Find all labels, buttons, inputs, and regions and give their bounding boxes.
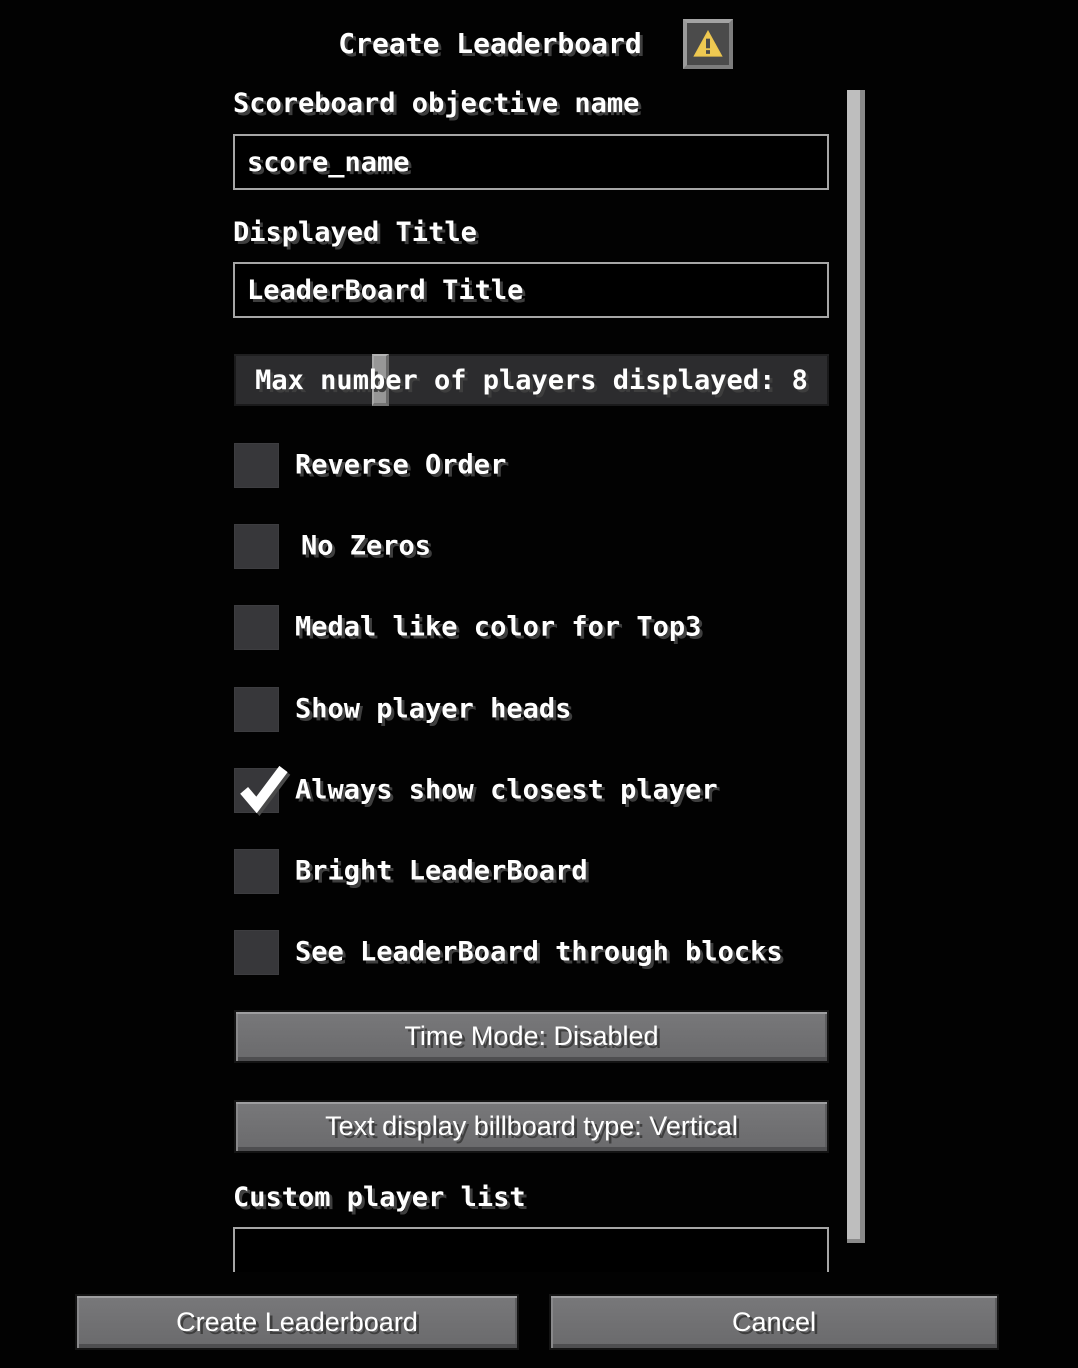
- scrollbar-thumb[interactable]: [847, 90, 865, 1243]
- objective-name-label: Scoreboard objective name: [233, 88, 640, 119]
- time-mode-button[interactable]: [234, 1010, 829, 1063]
- checkbox-label: Bright LeaderBoard: [295, 854, 588, 886]
- cancel-button-label: Cancel: [731, 1306, 817, 1337]
- time-mode-button-label: Time Mode: Disabled: [404, 1021, 659, 1051]
- objective-name-input[interactable]: [233, 134, 829, 190]
- checkbox-label: Show player heads: [295, 692, 572, 724]
- checkbox-label: Always show closest player: [295, 773, 718, 805]
- checkbox-label: Medal like color for Top3: [295, 610, 702, 642]
- checkbox-label: No Zeros: [301, 529, 432, 561]
- checkbox-label: See LeaderBoard through blocks: [295, 935, 783, 967]
- checkbox-reverse-order[interactable]: [234, 443, 279, 488]
- displayed-title-label: Displayed Title: [233, 217, 477, 248]
- displayed-title-input[interactable]: [233, 262, 829, 318]
- max-players-slider[interactable]: [234, 354, 829, 406]
- slider-label: Max number of players displayed: 8: [255, 364, 808, 396]
- custom-player-list-label: Custom player list: [233, 1182, 526, 1213]
- check-icon: [234, 760, 288, 814]
- checkbox-through-blocks[interactable]: [234, 930, 279, 975]
- custom-player-list-input[interactable]: [233, 1227, 829, 1272]
- billboard-type-button[interactable]: [234, 1100, 829, 1153]
- checkbox-bright-leaderboard[interactable]: [234, 849, 279, 894]
- cancel-button[interactable]: [549, 1294, 999, 1350]
- warning-icon: [691, 28, 725, 60]
- checkbox-closest-player[interactable]: [234, 768, 279, 813]
- create-leaderboard-button[interactable]: [75, 1294, 519, 1350]
- checkbox-player-heads[interactable]: [234, 687, 279, 732]
- billboard-type-button-label: Text display billboard type: Vertical: [325, 1111, 738, 1141]
- page-title: Create Leaderboard: [338, 27, 642, 60]
- create-leaderboard-button-label: Create Leaderboard: [176, 1306, 418, 1337]
- warning-button[interactable]: [683, 19, 733, 69]
- checkbox-no-zeros[interactable]: [234, 524, 279, 569]
- checkbox-medal-color[interactable]: [234, 605, 279, 650]
- checkbox-label: Reverse Order: [295, 448, 507, 480]
